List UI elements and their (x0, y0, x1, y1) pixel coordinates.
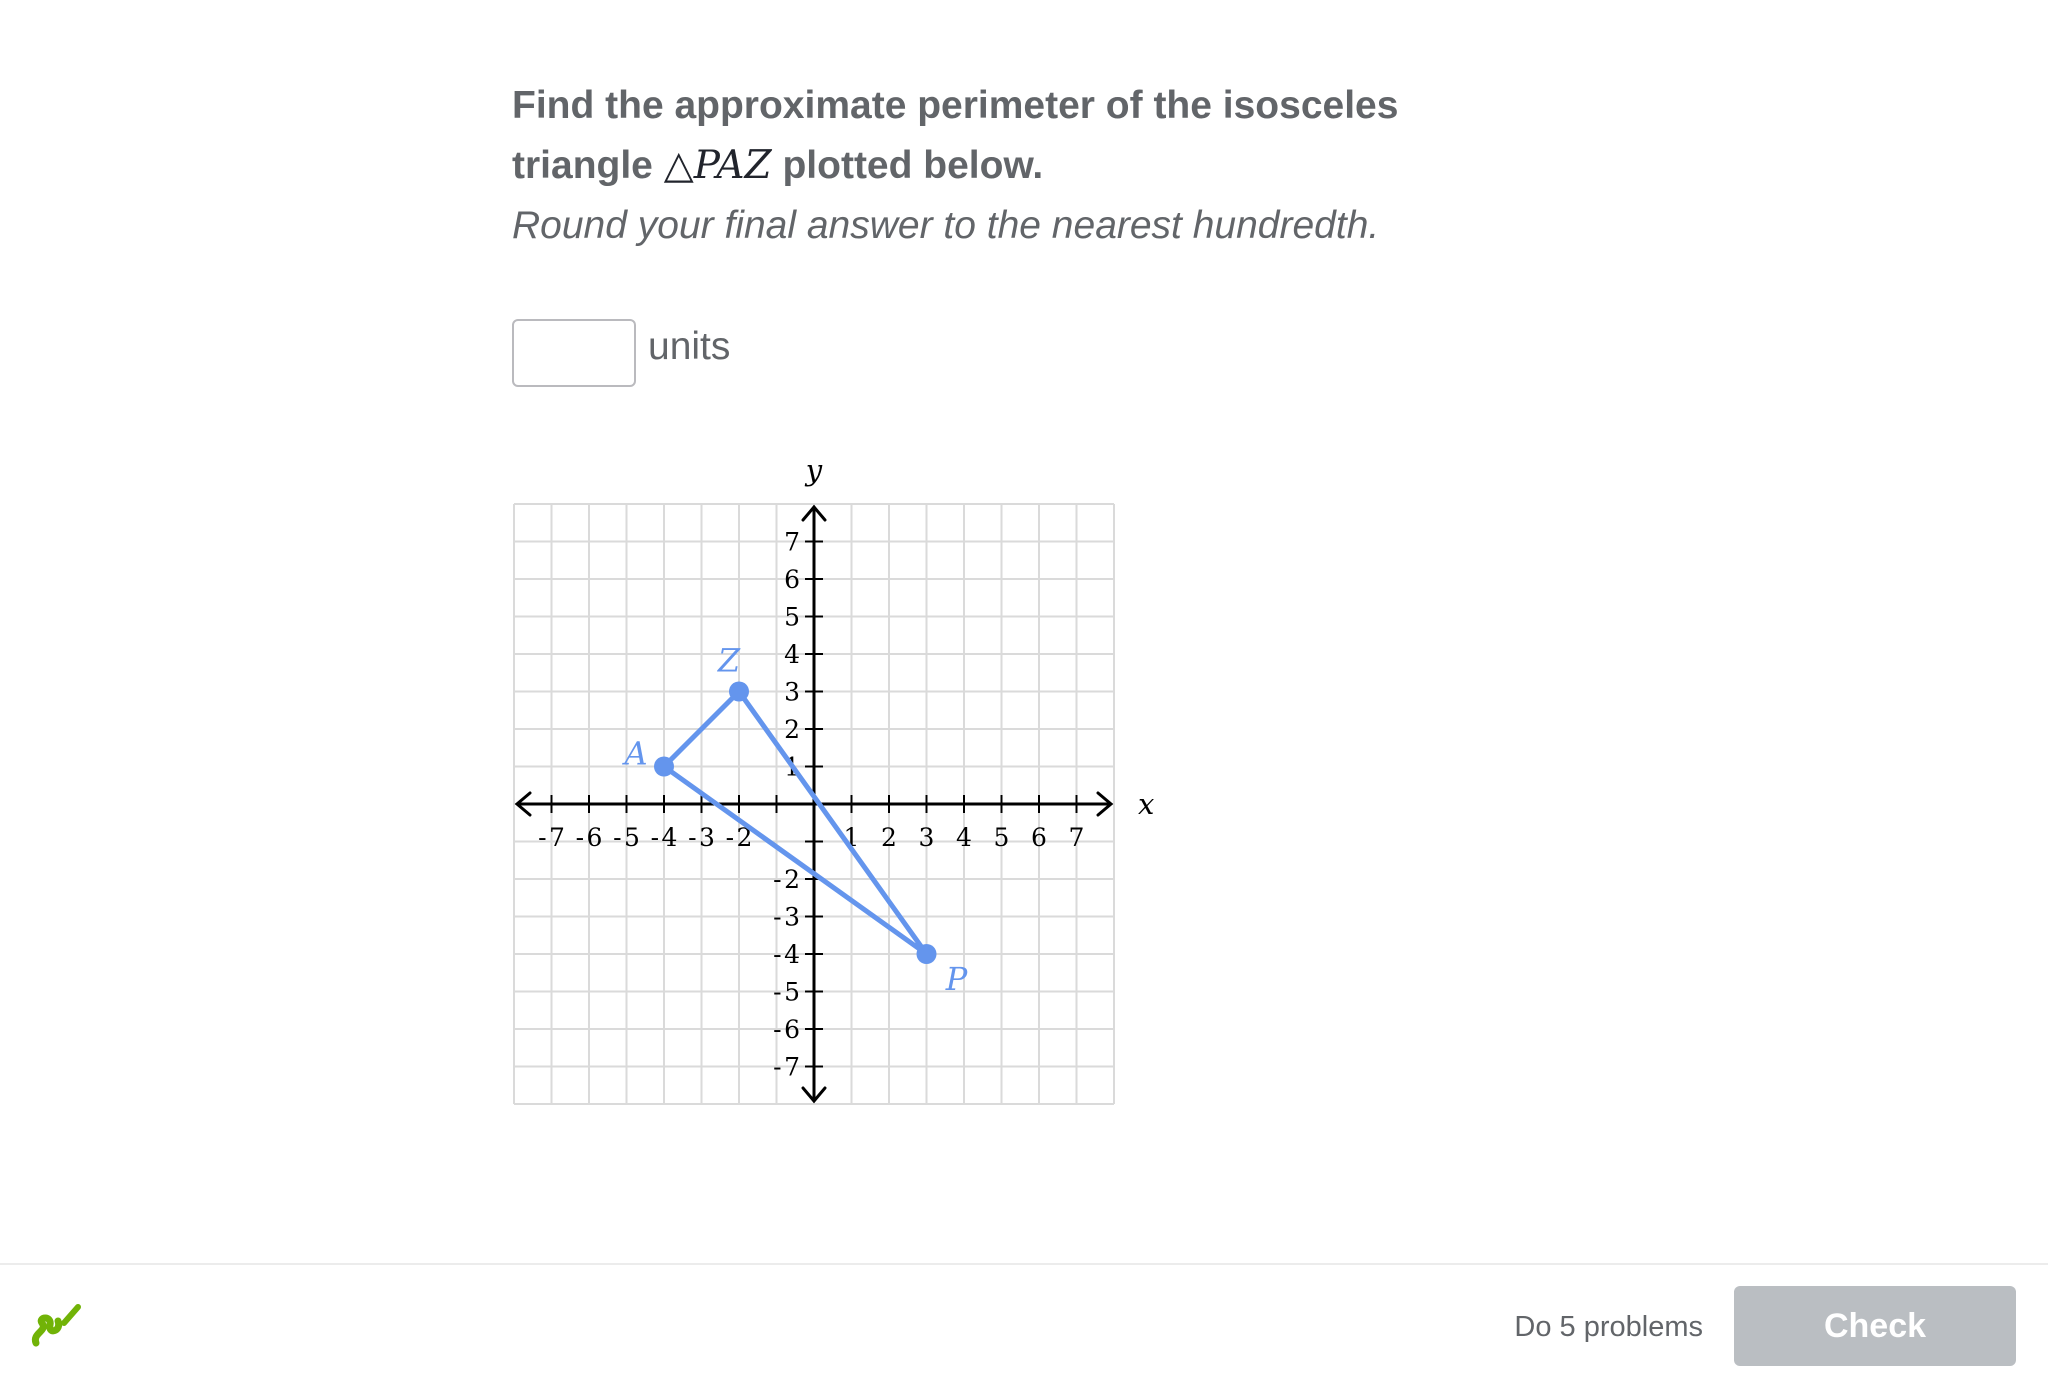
y-tick-label: 6 (784, 565, 800, 594)
point-label-a: A (624, 734, 648, 773)
instruction: Round your final answer to the nearest hundredth. (512, 204, 1380, 247)
y-tick-label: 5 (784, 602, 800, 632)
graph-svg (504, 450, 1164, 1110)
footer (0, 1263, 2048, 1386)
point-p (917, 944, 937, 964)
triangle-name (664, 143, 772, 188)
triangle-symbol: △ (663, 143, 694, 188)
khan-logo-icon (28, 1297, 84, 1353)
x-tick-label: - 4 (650, 823, 678, 852)
question-area (512, 76, 1512, 256)
triangle-vertices: PAZ (693, 143, 772, 188)
point-a (654, 757, 674, 777)
y-tick-label: - 5 (773, 977, 800, 1007)
point-z (729, 682, 749, 702)
x-tick-label: - 5 (613, 823, 640, 852)
question-line-1: Find the approximate perimeter of the isosceles (512, 84, 1399, 127)
point-label-p: P (945, 960, 968, 998)
question-line-2 (512, 136, 1512, 196)
check-button[interactable]: Check (1734, 1286, 2016, 1366)
y-tick-label: 2 (784, 715, 800, 744)
x-tick-label: 7 (1068, 823, 1085, 852)
units-label: units (648, 325, 731, 368)
y-tick-label: - 6 (773, 1015, 800, 1044)
question-line-2-prefix: triangle (512, 144, 664, 187)
y-tick-label: - 7 (773, 1052, 800, 1082)
x-tick-label: 2 (881, 823, 897, 852)
y-tick-label: 7 (784, 527, 800, 557)
y-tick-label: 3 (784, 677, 800, 707)
y-tick-label: - 2 (773, 865, 800, 894)
progress-text: Do 5 problems (1514, 1311, 1703, 1343)
y-tick-label: 1 (784, 752, 800, 782)
y-tick-label: - 4 (773, 940, 800, 969)
x-tick-label: - 7 (538, 823, 565, 852)
x-axis-label: x (1138, 787, 1155, 821)
x-tick-label: - 6 (575, 823, 603, 852)
answer-input[interactable] (512, 319, 636, 387)
x-tick-label: 3 (918, 823, 935, 852)
x-tick-label: 5 (993, 823, 1010, 852)
axes (517, 507, 1111, 1101)
x-tick-label: 4 (956, 823, 972, 852)
x-tick-label: 6 (1031, 823, 1047, 852)
coordinate-graph (504, 450, 1164, 1115)
answer-row (512, 319, 730, 391)
y-tick-label: 4 (784, 640, 800, 669)
x-tick-label: 1 (843, 823, 860, 852)
question-line-2-suffix: plotted below. (771, 144, 1044, 187)
point-label-z: Z (717, 641, 741, 680)
x-tick-label: - 3 (688, 823, 715, 852)
y-axis-label: y (805, 453, 823, 487)
y-tick-label: - 3 (773, 902, 800, 932)
x-tick-label: - 2 (725, 823, 753, 852)
